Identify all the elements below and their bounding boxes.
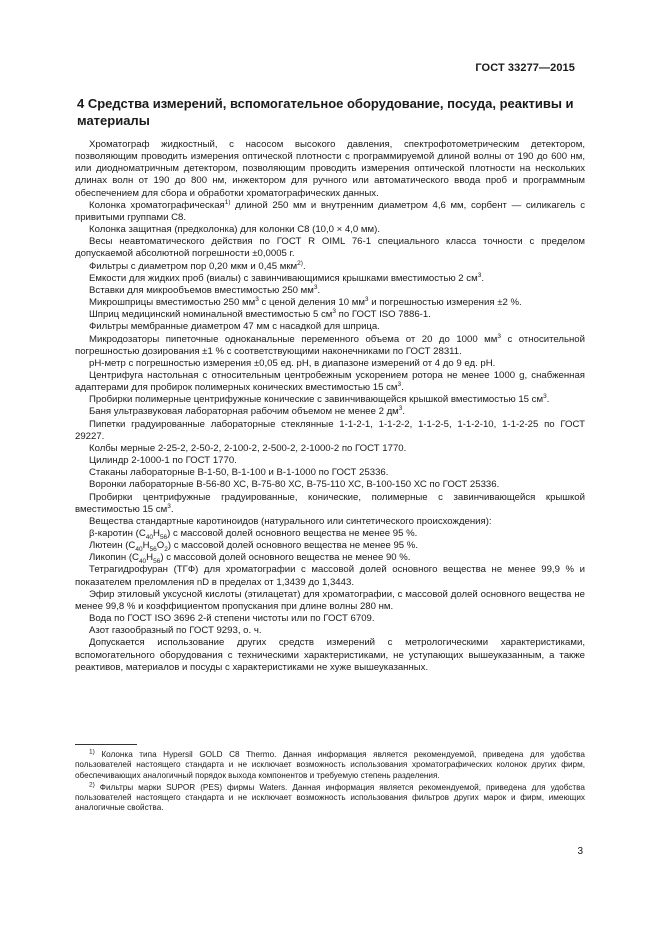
text-run: pH-метр с погрешностью измерения ±0,05 ед. pH, в диапазоне измерений от 4 до 9 ед. pH. xyxy=(89,357,496,369)
text-run: Н xyxy=(153,528,160,539)
text-run: . xyxy=(401,382,404,394)
subscript: 40 xyxy=(135,546,143,554)
paragraph xyxy=(75,625,585,637)
text-run: с ценой деления 10 мм xyxy=(258,297,365,309)
text-run: Фильтры с диаметром пор 0,20 мкм и 0,45 мкм xyxy=(89,260,298,272)
text-run: Лютеин (С xyxy=(89,540,136,552)
text-run: Пробирки центрифужные градуированные, конические, полимерные с завинчивающейся крышкой вместимостью 15 см xyxy=(75,491,585,515)
paragraph xyxy=(75,334,585,358)
text-run: . xyxy=(302,260,306,272)
text-run: Шприц медицинский номинальной вместимостью 5 см xyxy=(89,309,333,321)
text-run: Вода по ГОСТ ISO 3696 2-й степени чистоты или по ГОСТ 6709. xyxy=(89,613,375,625)
paragraph xyxy=(75,224,585,236)
section-title: 4 Средства измерений, вспомогательное оборудование, посуда, реактивы и материалы xyxy=(77,96,574,128)
paragraph xyxy=(75,200,585,224)
paragraph xyxy=(75,309,585,321)
text-run: . xyxy=(402,406,406,418)
paragraph xyxy=(75,321,585,333)
text-run: Допускается использование других средств измерений с метрологическими характеристиками, вспомогательного оборудования с техническими характеристиками, не уступающих вышеуказанным, а также реактивов, материалов и посуды с характеристиками не хуже вышеуказанных. xyxy=(75,637,585,673)
text-run: Микродозаторы пипеточные одноканальные переменного объема от 20 до 1000 мм xyxy=(89,333,498,345)
paragraph xyxy=(75,273,585,285)
main-content xyxy=(75,96,585,674)
text-run: Н xyxy=(146,552,154,564)
text-run: β-каротин (С xyxy=(89,528,146,539)
text-run: длиной 250 мм и внутренним диаметром 4,6 мм, сорбент — силикагель с привитыми группами С8. xyxy=(75,199,586,223)
paragraph xyxy=(75,637,585,673)
superscript: 3 xyxy=(397,380,402,388)
subscript: 2 xyxy=(164,546,168,554)
paragraph xyxy=(75,406,585,418)
paragraph xyxy=(75,528,585,540)
text-run: Весы неавтоматического действия по ГОСТ R OIML 76-1 специального класса точности с пределом допускаемой абсолютной погрешности ±0,0005 г. xyxy=(75,236,585,260)
text-run: . xyxy=(317,284,321,296)
superscript: 3 xyxy=(364,295,369,303)
paragraph xyxy=(75,589,585,613)
text-run: Хроматограф жидкостный, с насосом высокого давления, спектрофотометрическим детектором, позволяющим проводить измерения оптической плотности с программируемой длиной волны от 190 до 600 нм, или диодноматричным детектором, позволяющим проводить измерения оптической плотности на нескольких длинах волн от 190 до 800 нм, инжектором для ручного или автоматического ввода проб и программным обеспечением для сбора и обработки хроматографических данных. xyxy=(75,139,585,199)
paragraph xyxy=(75,540,585,552)
subscript: 40 xyxy=(145,533,153,541)
superscript: 2) xyxy=(297,259,303,267)
paragraph xyxy=(75,516,585,528)
text-run: Емкости для жидких проб (виалы) с завинчивающимися крышками вместимостью 2 см xyxy=(89,272,478,284)
paragraph xyxy=(75,297,585,309)
text-run: Пробирки полимерные центрифужные конические с завинчивающейся крышкой вместимостью 15 см xyxy=(89,394,544,406)
footnote-list xyxy=(75,750,585,814)
text-run: Тетрагидрофуран (ТГФ) для хроматографии с массовой долей основного вещества не менее 99,9 % и показателем преломления nD в пределах от 1,3439 до 1,3443. xyxy=(75,564,585,588)
paragraph xyxy=(75,139,585,200)
text-run: Микрошприцы вместимостью 250 мм xyxy=(89,297,256,309)
text-run: ) с массовой долей основного вещества не менее 90 %. xyxy=(160,552,411,564)
text-run: . xyxy=(170,503,174,515)
text-run: ) с массовой долей основного вещества не менее 95 %. xyxy=(167,528,418,539)
subscript: 56 xyxy=(153,558,161,566)
paragraph xyxy=(75,613,585,625)
superscript: 3 xyxy=(255,295,259,303)
paragraph xyxy=(75,236,585,260)
paragraph xyxy=(75,455,585,467)
footnote-separator xyxy=(75,744,137,745)
subscript: 56 xyxy=(159,533,168,541)
text-run: Колбы мерные 2-25-2, 2-50-2, 2-100-2, 2-500-2, 2-1000-2 по ГОСТ 1770. xyxy=(89,442,407,454)
text-run: Эфир этиловый уксусной кислоты (этилацетат) для хроматографии, с массовой долей основного вещества не менее 99,8 % и коэффициентом пропускания при длине волны 280 нм. xyxy=(75,588,585,612)
paragraph xyxy=(75,552,585,564)
text-run: Вещества стандартные каротиноидов (натурального или синтетического происхождения): xyxy=(89,515,492,527)
text-run: Пипетки градуированные лабораторные стеклянные 1-1-2-1, 1-1-2-2, 1-1-2-5, 1-1-2-10, 1-1-2-25 по ГОСТ 29227. xyxy=(75,418,585,442)
superscript: 3 xyxy=(398,405,403,413)
paragraph-list xyxy=(75,139,585,674)
text-run: . xyxy=(546,394,550,406)
paragraph xyxy=(75,358,585,370)
paragraph xyxy=(75,564,585,588)
text-run: Н xyxy=(142,540,150,552)
paragraph xyxy=(75,419,585,443)
text-run: Азот газообразный по ГОСТ 9293, о. ч. xyxy=(89,625,262,637)
text-run: Цилиндр 2-1000-1 по ГОСТ 1770. xyxy=(89,455,237,467)
paragraph xyxy=(75,394,585,406)
text-run: Баня ультразвуковая лабораторная рабочим объемом не менее 2 дм xyxy=(89,406,399,418)
text-run: и погрешностью измерения ±2 %. xyxy=(368,297,522,309)
superscript: 3 xyxy=(497,332,501,340)
superscript: 2) xyxy=(89,781,95,789)
text-run: ) с массовой долей основного вещества не менее 95 %. xyxy=(167,540,418,552)
text-run: Фильтры марки SUPOR (PES) фирмы Waters. Данная информация является рекомендуемой, приведена для удобства пользователей настоящего стандарта и не исключает возможность использования фильтров других марок и фирм, имеющих аналогичные свойства. xyxy=(75,782,585,813)
text-run: Колонка типа Hypersil GOLD C8 Thermo. Данная информация является рекомендуемой, приведена для удобства пользователей настоящего стандарта и не исключает возможность использования хроматографических колонок других фирм, обеспечивающих аналогичный порядок выхода компонентов и требуемую степень разделения. xyxy=(75,750,585,780)
superscript: 3 xyxy=(543,393,547,401)
text-run: Ликопин (С xyxy=(89,552,139,564)
document-code: ГОСТ 33277—2015 xyxy=(475,62,575,74)
text-run: Стаканы лабораторные В-1-50, В-1-100 и В-1-1000 по ГОСТ 25336. xyxy=(89,467,389,479)
footnotes xyxy=(75,744,585,816)
paragraph xyxy=(75,479,585,491)
superscript: 3 xyxy=(477,271,482,279)
paragraph xyxy=(75,261,585,273)
text-run: Центрифуга настольная с относительным центробежным ускорением ротора не менее 1000 g, снабженная адаптерами для пробирок полимерных конических вместимостью 15 см xyxy=(75,369,585,394)
text-run: Воронки лабораторные В-56-80 ХС, В-75-80 ХС, В-75-110 ХС, В-100-150 ХС по ГОСТ 25336. xyxy=(89,479,500,491)
subscript: 40 xyxy=(138,558,147,566)
footnote xyxy=(75,750,585,781)
footnote xyxy=(75,783,585,814)
superscript: 3 xyxy=(167,502,171,510)
paragraph xyxy=(75,467,585,479)
text-run: по ГОСТ ISO 7886-1. xyxy=(336,309,431,321)
text-run: Вставки для микрообъемов вместимостью 250 мм xyxy=(89,284,314,296)
text-run: с относительной погрешностью дозирования ±1 % с соответствующими наконечниками по ГОСТ 28311. xyxy=(75,333,585,357)
superscript: 1) xyxy=(224,198,231,206)
superscript: 3 xyxy=(332,308,336,315)
paragraph xyxy=(75,492,585,516)
text-run: О xyxy=(156,540,165,552)
page-number: 3 xyxy=(577,846,583,857)
text-run: Фильтры мембранные диаметром 47 мм с насадкой для шприца. xyxy=(89,321,380,333)
superscript: 1) xyxy=(89,748,95,756)
subscript: 56 xyxy=(149,546,157,554)
text-run: . xyxy=(481,272,484,284)
superscript: 3 xyxy=(313,283,318,291)
paragraph xyxy=(75,370,585,394)
paragraph xyxy=(75,443,585,455)
text-run: Колонка хроматографическая xyxy=(89,199,225,211)
paragraph xyxy=(75,285,585,297)
text-run: Колонка защитная (предколонка) для колонки С8 (10,0 × 4,0 мм). xyxy=(89,224,380,236)
